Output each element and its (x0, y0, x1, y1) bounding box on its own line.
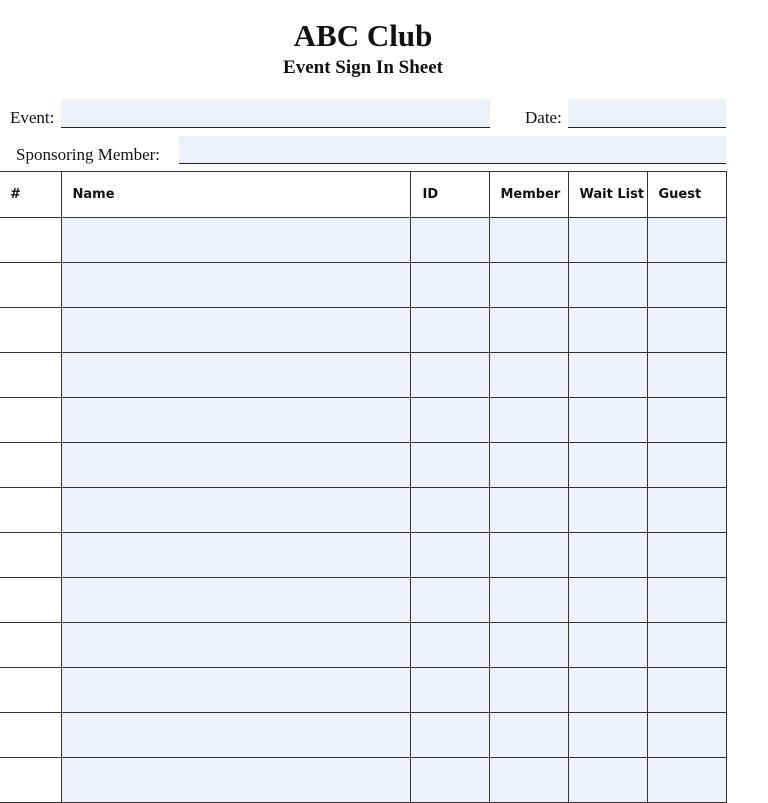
column-header-id: ID (410, 172, 489, 218)
name-cell[interactable] (61, 398, 410, 443)
table-header-row (0, 172, 726, 218)
table-row (0, 533, 726, 578)
table-row (0, 353, 726, 398)
id-cell[interactable] (410, 263, 489, 308)
sponsoring-member-field[interactable] (179, 136, 726, 164)
name-cell[interactable] (61, 578, 410, 623)
wait-list-cell[interactable] (568, 578, 647, 623)
member-cell[interactable] (489, 443, 568, 488)
column-header-member: Member (489, 172, 568, 218)
wait-list-cell[interactable] (568, 758, 647, 803)
id-cell[interactable] (410, 308, 489, 353)
number-cell (0, 713, 61, 758)
guest-cell[interactable] (647, 353, 726, 398)
number-cell (0, 578, 61, 623)
guest-cell[interactable] (647, 668, 726, 713)
member-cell[interactable] (489, 533, 568, 578)
guest-cell[interactable] (647, 713, 726, 758)
wait-list-cell[interactable] (568, 668, 647, 713)
id-cell[interactable] (410, 578, 489, 623)
column-header-guest: Guest (647, 172, 726, 218)
number-cell (0, 353, 61, 398)
id-cell[interactable] (410, 623, 489, 668)
wait-list-cell[interactable] (568, 353, 647, 398)
event-field[interactable] (61, 99, 490, 128)
table-row (0, 488, 726, 533)
name-cell[interactable] (61, 623, 410, 668)
guest-cell[interactable] (647, 758, 726, 803)
member-cell[interactable] (489, 488, 568, 533)
name-cell[interactable] (61, 533, 410, 578)
name-cell[interactable] (61, 353, 410, 398)
guest-cell[interactable] (647, 218, 726, 263)
table-row (0, 263, 726, 308)
table-row (0, 668, 726, 713)
id-cell[interactable] (410, 758, 489, 803)
column-header-number: # (0, 172, 61, 218)
id-cell[interactable] (410, 713, 489, 758)
table-row (0, 218, 726, 263)
member-cell[interactable] (489, 398, 568, 443)
number-cell (0, 488, 61, 533)
wait-list-cell[interactable] (568, 218, 647, 263)
guest-cell[interactable] (647, 398, 726, 443)
guest-cell[interactable] (647, 623, 726, 668)
wait-list-cell[interactable] (568, 488, 647, 533)
wait-list-cell[interactable] (568, 263, 647, 308)
table-row (0, 308, 726, 353)
number-cell (0, 263, 61, 308)
id-cell[interactable] (410, 443, 489, 488)
number-cell (0, 623, 61, 668)
event-label: Event: (10, 108, 55, 127)
wait-list-cell[interactable] (568, 713, 647, 758)
guest-cell[interactable] (647, 488, 726, 533)
number-cell (0, 443, 61, 488)
guest-cell[interactable] (647, 578, 726, 623)
member-cell[interactable] (489, 578, 568, 623)
number-cell (0, 398, 61, 443)
column-header-name: Name (61, 172, 410, 218)
table-row (0, 578, 726, 623)
table-row (0, 623, 726, 668)
wait-list-cell[interactable] (568, 533, 647, 578)
member-cell[interactable] (489, 218, 568, 263)
number-cell (0, 758, 61, 803)
sponsoring-member-label: Sponsoring Member: (16, 145, 161, 164)
number-cell (0, 533, 61, 578)
member-cell[interactable] (489, 713, 568, 758)
guest-cell[interactable] (647, 308, 726, 353)
column-header-wait-list: Wait List (568, 172, 647, 218)
number-cell (0, 308, 61, 353)
name-cell[interactable] (61, 713, 410, 758)
table-row (0, 398, 726, 443)
date-label: Date: (525, 108, 562, 127)
table-body (0, 218, 726, 803)
wait-list-cell[interactable] (568, 308, 647, 353)
sheet-title: ABC Club (293, 18, 433, 53)
member-cell[interactable] (489, 263, 568, 308)
id-cell[interactable] (410, 353, 489, 398)
id-cell[interactable] (410, 533, 489, 578)
member-cell[interactable] (489, 623, 568, 668)
number-cell (0, 218, 61, 263)
member-cell[interactable] (489, 308, 568, 353)
number-cell (0, 668, 61, 713)
table-row (0, 758, 726, 803)
wait-list-cell[interactable] (568, 443, 647, 488)
name-cell[interactable] (61, 668, 410, 713)
sheet-subtitle: Event Sign In Sheet (283, 57, 443, 78)
guest-cell[interactable] (647, 263, 726, 308)
id-cell[interactable] (410, 668, 489, 713)
member-cell[interactable] (489, 353, 568, 398)
sign-in-table (0, 171, 727, 803)
name-cell[interactable] (61, 443, 410, 488)
guest-cell[interactable] (647, 443, 726, 488)
name-cell[interactable] (61, 218, 410, 263)
member-cell[interactable] (489, 668, 568, 713)
date-field[interactable] (568, 99, 726, 128)
name-cell[interactable] (61, 263, 410, 308)
table-row (0, 713, 726, 758)
wait-list-cell[interactable] (568, 398, 647, 443)
member-cell[interactable] (489, 758, 568, 803)
wait-list-cell[interactable] (568, 623, 647, 668)
table-row (0, 443, 726, 488)
name-cell[interactable] (61, 308, 410, 353)
id-cell[interactable] (410, 218, 489, 263)
name-cell[interactable] (61, 758, 410, 803)
name-cell[interactable] (61, 488, 410, 533)
guest-cell[interactable] (647, 533, 726, 578)
id-cell[interactable] (410, 398, 489, 443)
id-cell[interactable] (410, 488, 489, 533)
